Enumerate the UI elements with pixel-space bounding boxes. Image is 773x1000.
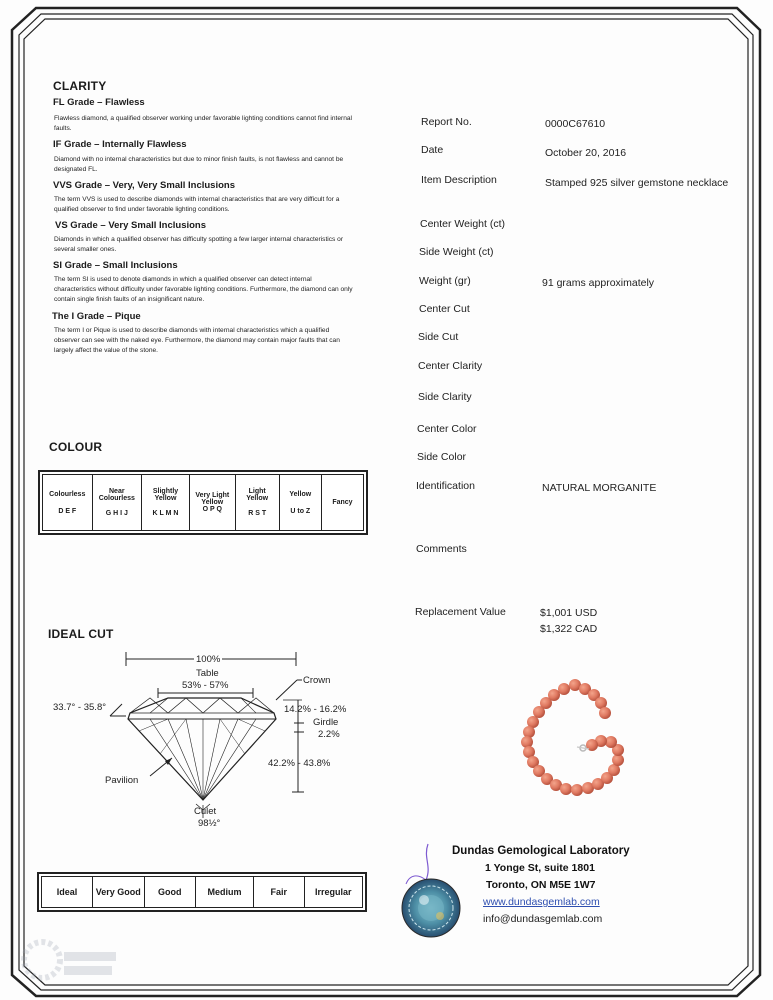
field-label-report-no: Report No. (421, 116, 472, 128)
cut-crown-height: 14.2% - 16.2% (284, 704, 347, 715)
necklace-bead (571, 784, 583, 796)
lab-website-link[interactable]: www.dundasgemlab.com (483, 896, 600, 908)
field-value-item-description: Stamped 925 silver gemstone necklace (545, 177, 729, 189)
necklace-bead (560, 783, 572, 795)
replacement-value-cad: $1,322 CAD (540, 623, 598, 635)
colour-heading: COLOUR (49, 440, 103, 454)
field-label-center-clarity: Center Clarity (418, 360, 483, 372)
cut-pavilion-depth: 42.2% - 43.8% (268, 758, 331, 769)
field-value-identification: NATURAL MORGANITE (542, 482, 657, 494)
cut-culet-value: 98½° (198, 818, 221, 829)
field-label-side-weight: Side Weight (ct) (419, 246, 494, 258)
cut-grade-medium: Medium (195, 877, 253, 908)
cut-grade-irregular: Irregular (304, 877, 362, 908)
cut-grade-very-good: Very Good (93, 877, 144, 908)
lab-email: info@dundasgemlab.com (483, 913, 603, 925)
grade-title-if: IF Grade – Internally Flawless (53, 139, 187, 150)
necklace-bead (558, 683, 570, 695)
cut-grade-ideal: Ideal (42, 877, 93, 908)
cut-table-label: Table (196, 668, 219, 679)
field-label-center-weight: Center Weight (ct) (420, 218, 505, 230)
cut-crown-angle: 33.7° - 35.8° (53, 702, 107, 713)
grade-desc-if: Diamond with no internal characteristics but due to minor finish faults, is not flawless and cannot be designated FL. (54, 156, 344, 173)
necklace-photo (505, 675, 645, 805)
grade-title-fl: FL Grade – Flawless (53, 97, 145, 108)
cut-pavilion-label: Pavilion (105, 775, 139, 786)
cut-girdle-value: 2.2% (318, 729, 340, 740)
necklace-bead (523, 726, 535, 738)
grade-title-si: SI Grade – Small Inclusions (53, 260, 178, 271)
field-label-replacement-value: Replacement Value (415, 606, 506, 618)
necklace-bead (533, 706, 545, 718)
field-label-weight-gr: Weight (gr) (419, 275, 471, 287)
grade-desc-i: The term I or Pique is used to describe diamonds with internal characteristics which a qualified observer can see with the naked eye. Furthermore, the diamond may contain major faults that can largely affect the value of the stone. (54, 327, 340, 354)
cut-grade-fair: Fair (254, 877, 305, 908)
colour-scale-table (38, 470, 368, 535)
field-value-date: October 20, 2016 (545, 147, 627, 159)
field-label-item-description: Item Description (421, 174, 497, 186)
grade-desc-vvs: The term VVS is used to describe diamonds with internal characteristics that are very difficult for a qualified observer to find under favorable lighting conditions. (54, 196, 340, 213)
colour-cell-near-colourless: Near Colourless G H I J (92, 475, 142, 531)
colour-cell-slightly-yellow: Slightly Yellow K L M N (142, 475, 190, 531)
colour-cell-very-light-yellow: Very Light Yellow O P Q (189, 475, 235, 531)
field-label-side-color: Side Color (417, 451, 467, 463)
lab-name: Dundas Gemological Laboratory (452, 845, 630, 857)
necklace-bead (521, 736, 533, 748)
field-label-side-clarity: Side Clarity (418, 391, 472, 403)
replacement-value-usd: $1,001 USD (540, 607, 598, 619)
grade-title-vvs: VVS Grade – Very, Very Small Inclusions (53, 180, 235, 191)
cut-crown-label: Crown (303, 675, 331, 686)
field-label-center-color: Center Color (417, 423, 477, 435)
field-label-date: Date (421, 144, 444, 156)
colour-cell-light-yellow: Light Yellow R S T (235, 475, 279, 531)
lab-address-line-2: Toronto, ON M5E 1W7 (486, 879, 596, 891)
cut-grade-good: Good (144, 877, 195, 908)
clarity-heading: CLARITY (53, 79, 107, 93)
cut-culet-label: Culet (194, 806, 217, 817)
grade-title-i: The I Grade – Pique (52, 311, 141, 322)
necklace-bead (599, 707, 611, 719)
cut-table-range: 53% - 57% (182, 680, 229, 691)
field-value-report-no: 0000C67610 (545, 118, 606, 130)
field-label-side-cut: Side Cut (418, 331, 459, 343)
field-value-weight-gr: 91 grams approximately (542, 277, 655, 289)
cut-grade-table (37, 872, 367, 912)
grade-desc-si: The term SI is used to denote diamonds in which a qualified observer can detect internal characteristics without difficulty under favorable lighting conditions. Furthermore, the diamond can only contain single finish faults of an insignificant nature. (54, 276, 353, 303)
colour-cell-fancy: Fancy (321, 475, 363, 531)
cut-width-label: 100% (196, 654, 221, 665)
colour-cell-colourless: Colourless D E F (43, 475, 93, 531)
cut-girdle-label: Girdle (313, 717, 339, 728)
field-label-comments: Comments (416, 543, 467, 555)
grade-desc-fl: Flawless diamond, a qualified observer working under favorable lighting conditions cannot find internal faults. (54, 115, 352, 132)
field-label-identification: Identification (416, 480, 475, 492)
colour-cell-yellow: Yellow U to Z (279, 475, 321, 531)
grade-title-vs: VS Grade – Very Small Inclusions (55, 220, 207, 231)
lab-address-line-1: 1 Yonge St, suite 1801 (485, 862, 595, 874)
grade-desc-vs: Diamonds in which a qualified observer has difficulty spotting a few larger internal characteristics or several smaller ones. (54, 236, 344, 253)
field-label-center-cut: Center Cut (419, 303, 470, 315)
watermark-logo (12, 928, 122, 992)
ideal-cut-heading: IDEAL CUT (48, 627, 114, 641)
hologram-seal (388, 840, 468, 940)
